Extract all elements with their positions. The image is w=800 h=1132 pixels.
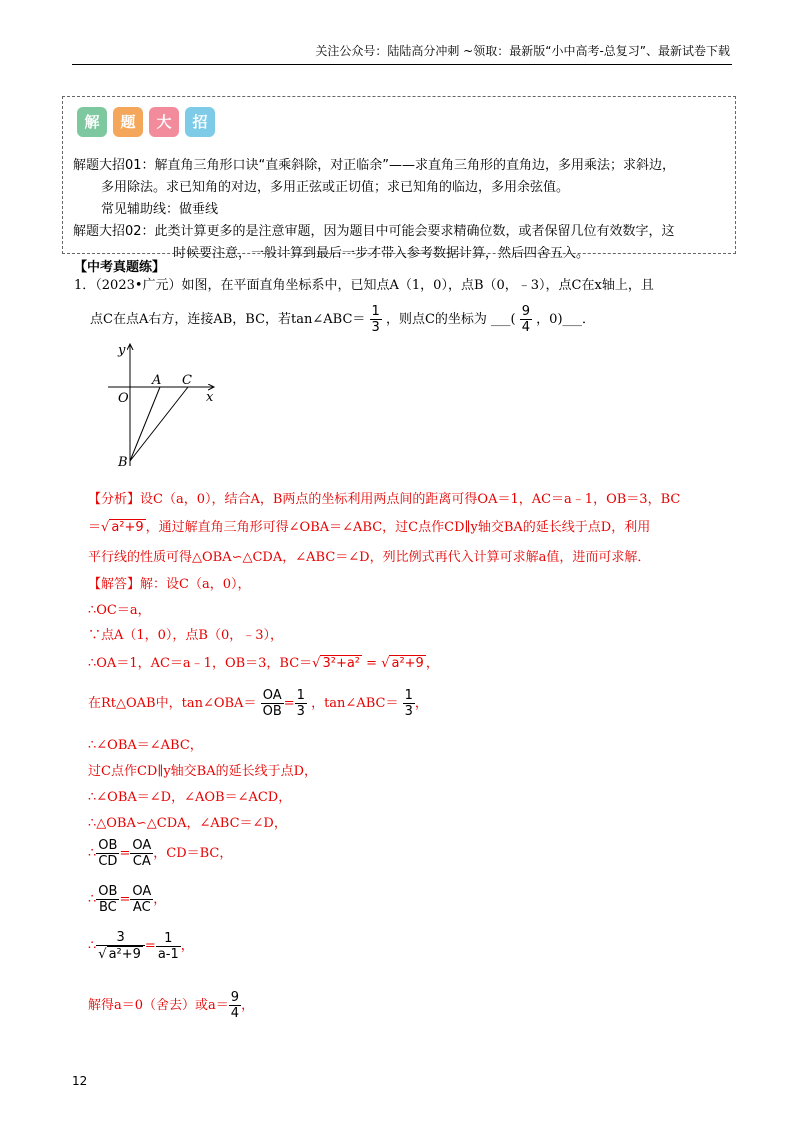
denominator: √ a²+9	[98, 947, 141, 962]
a-label: A	[152, 373, 162, 388]
numerator: 3	[96, 930, 145, 946]
text: ＝	[88, 520, 102, 535]
badge-char: 题	[113, 107, 143, 137]
text: ，通过解直角三角形可得∠OBA＝∠ABC，过C点作CD∥y轴交BA的延长线于点D，利用	[145, 520, 651, 535]
numerator: 1	[371, 304, 380, 319]
solution-line: ∵点A（1，0），点B（0，﹣3），	[88, 628, 284, 643]
denominator: OB	[262, 704, 282, 719]
sqrt: a²+9	[108, 947, 141, 962]
tips-badge	[77, 107, 215, 141]
sqrt: a²+9	[391, 656, 424, 671]
fraction	[96, 884, 119, 915]
solution-line: ∴∠OBA＝∠D，∠AOB＝∠ACD，	[88, 790, 292, 805]
badge-char: 解	[77, 107, 107, 137]
question-text: ，则点C的坐标为 ___(	[385, 312, 516, 327]
tip-1-line2: 多用除法。求已知角的对边，多用正弦或正切值；求已知角的临边，多用余弦值。	[101, 180, 570, 195]
numerator: OA	[261, 688, 284, 704]
solution-line: ∴∠OBA＝∠ABC，	[88, 738, 203, 753]
fraction	[96, 930, 145, 962]
x-label: x	[206, 390, 214, 405]
y-label: y	[118, 343, 126, 358]
solution-line: 【解答】解：设C（a，0），	[88, 577, 251, 592]
denominator: 3	[371, 320, 380, 335]
fraction	[261, 688, 284, 719]
analysis-line1: 【分析】设C（a，0），结合A，B两点的坐标利用两点间的距离可得OA＝1，AC＝a﹣1，OB＝3，BC	[88, 492, 681, 507]
tip-1-line1: 解题大招01：解直角三角形口诀“直乘斜除，对正临余”——求直角三角形的直角边，多用乘法；求斜边，	[73, 158, 676, 173]
analysis-line2: ＝√ a²+9 ，通过解直角三角形可得∠OBA＝∠ABC，过C点作CD∥y轴交BA的延长线于点D，利用	[88, 520, 651, 535]
fraction	[130, 884, 153, 915]
text: ，	[425, 656, 439, 671]
denominator: 4	[230, 1006, 240, 1021]
numerator: OA	[132, 884, 152, 899]
denominator: CA	[132, 854, 151, 869]
numerator: 9	[230, 990, 240, 1005]
text: ，tan∠ABC＝	[311, 696, 399, 711]
sqrt: 3²+a²	[322, 656, 361, 671]
page-header: 关注公众号：陆陆高分冲刺 ~领取：最新版“小中高考-总复习”、最新试卷下载	[315, 44, 730, 58]
numerator: 1	[296, 688, 305, 703]
tip-1-line3: 常见辅助线：做垂线	[101, 202, 219, 217]
b-label: B	[118, 455, 128, 470]
fraction	[96, 838, 119, 869]
question-line1: 1．（2023•广元）如图，在平面直角坐标系中，已知点A（1，0），点B（0，﹣3），点C在x轴上，且	[74, 278, 654, 293]
solution-line: 在Rt△OAB中，tan∠OBA＝ $\frac{OA}{OB}$ = $\frac{1}{3}$ ，tan∠ABC＝ $\frac{1}{3}$ ，	[88, 688, 428, 719]
text: ∴OA＝1，AC＝a﹣1，OB＝3，BC＝	[88, 656, 313, 671]
segment-bc	[130, 387, 188, 461]
badge-char: 大	[149, 107, 179, 137]
solution-line: ∴ $\frac{OB}{CD}$ = $\frac{OA}{CA}$ ，CD＝BC，	[88, 838, 233, 869]
fraction	[229, 990, 241, 1021]
c-label: C	[182, 373, 192, 388]
solution-line: ∴ $\frac{3}{\text{√ a²+9}}$ = $\frac{1}{a-1}$ ，	[88, 930, 194, 962]
tan-fraction	[370, 304, 382, 335]
solution-line: ∴OA＝1，AC＝a﹣1，OB＝3，BC＝√ 3²+a² = √ a²+9 ，	[88, 656, 439, 671]
denominator: CD	[98, 854, 118, 869]
header-rule	[72, 64, 732, 65]
text: 解得a＝0（舍去）或a＝	[88, 998, 229, 1013]
fraction	[403, 688, 415, 719]
solution-line: ∴△OBA∽△CDA，∠ABC＝∠D，	[88, 816, 287, 831]
denominator: 4	[521, 320, 531, 335]
denominator: a-1	[157, 946, 179, 962]
solution-line: 解得a＝0（舍去）或a＝ $\frac{9}{4}$ ，	[88, 990, 255, 1021]
numerator: OB	[98, 838, 118, 853]
text: 在Rt△OAB中，tan∠OBA＝	[88, 696, 257, 711]
numerator: 1	[404, 688, 413, 703]
denominator: 3	[404, 704, 413, 719]
denominator: 3	[296, 704, 305, 719]
solution-line: ∴ $\frac{OB}{BC}$ = $\frac{OA}{AC}$ ，	[88, 884, 167, 915]
question-text: ，0)___．	[536, 312, 596, 327]
question-text: 点C在点A右方，连接AB，BC，若tan∠ABC＝	[90, 312, 366, 327]
sqrt: a²+9	[111, 520, 144, 535]
denominator: AC	[132, 900, 151, 915]
answer-fraction	[520, 304, 532, 335]
numerator: 9	[521, 304, 531, 319]
badge-char: 招	[185, 107, 215, 137]
numerator: OB	[98, 884, 118, 899]
fraction	[295, 688, 307, 719]
analysis-line3: 平行线的性质可得△OBA∽△CDA，∠ABC＝∠D，列比例式再代入计算可求解a值，进而可求解．	[88, 550, 651, 565]
coordinate-figure	[108, 338, 228, 470]
denominator: BC	[98, 900, 117, 915]
numerator: OA	[132, 838, 152, 853]
page-number: 12	[72, 1074, 88, 1088]
tip-2-line1: 解题大招02：此类计算更多的是注意审题，因为题目中可能会要求精确位数，或者保留几位有效数字，这	[73, 224, 675, 239]
segment-ba	[130, 387, 160, 461]
section-title: 【中考真题练】	[74, 260, 166, 275]
tip-1	[73, 155, 725, 265]
o-label: O	[118, 391, 129, 406]
numerator: 1	[156, 931, 181, 947]
solution-line: 过C点作CD∥y轴交BA的延长线于点D，	[88, 764, 318, 779]
tips-box	[62, 96, 736, 261]
text: ，CD＝BC，	[153, 846, 233, 861]
tip-2-line2: 时候要注意，一般计算到最后一步才带入参考数据计算，然后四舍五入。	[173, 246, 590, 261]
fraction	[156, 931, 181, 962]
question-line2	[90, 304, 595, 335]
solution-line: ∴OC＝a，	[88, 603, 151, 618]
fraction	[130, 838, 153, 869]
